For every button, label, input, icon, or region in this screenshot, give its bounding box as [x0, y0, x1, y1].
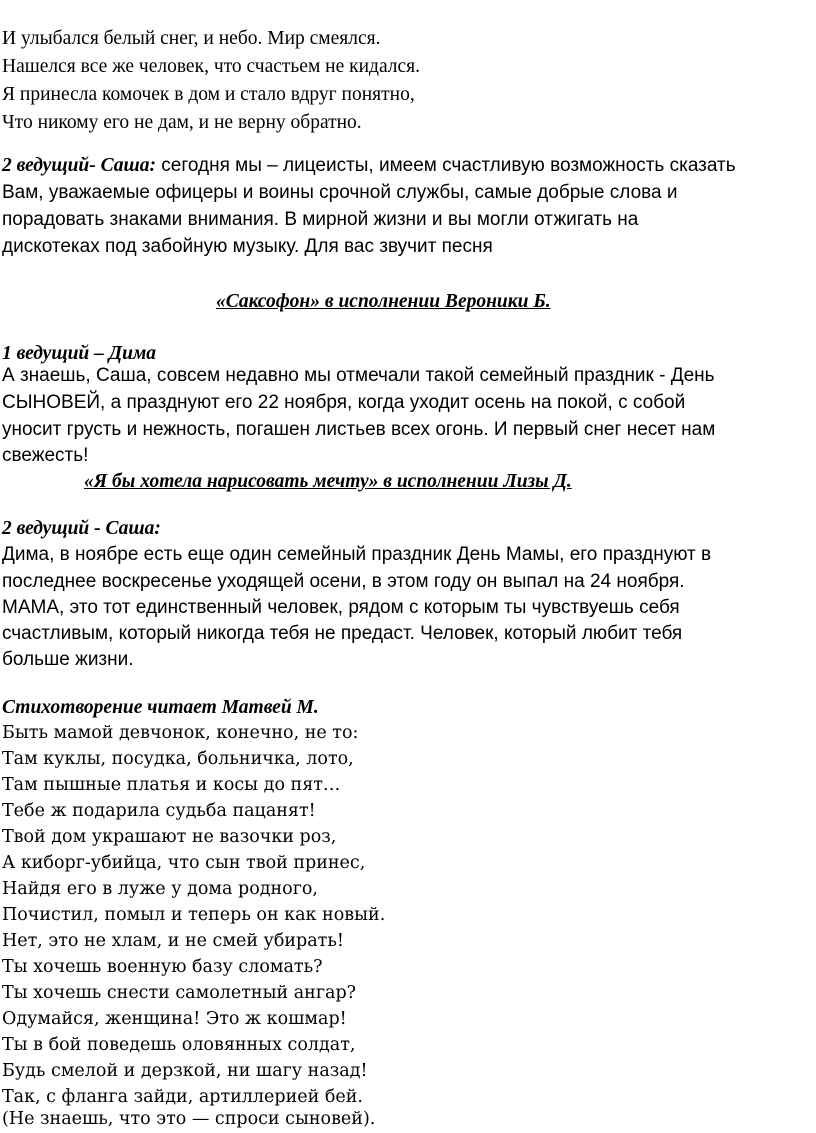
poem-line: Ты хочешь снести самолетный ангар?: [2, 983, 357, 1003]
paragraph-line: дискотеках под забойную музыку. Для вас звучит песня: [2, 236, 493, 257]
paragraph-line: Вам, уважаемые офицеры и воины срочной службы, самые добрые слова и: [2, 182, 678, 203]
paragraph-line: А знаешь, Саша, совсем недавно мы отмечали такой семейный праздник - День: [2, 365, 715, 386]
stanza-line: И улыбался белый снег, и небо. Мир смеялся.: [2, 28, 381, 49]
paragraph-line: Дима, в ноябре есть еще один семейный праздник День Мамы, его празднуют в: [2, 544, 712, 565]
stanza-line: Что никому его не дам, и не верну обратно.: [2, 112, 362, 133]
poem-line: Тебе ж подарила судьба пацанят!: [2, 801, 316, 821]
paragraph-line: счастливым, который никогда тебя не предаст. Человек, который любит тебя: [2, 623, 683, 644]
paragraph-line: больше жизни.: [2, 649, 134, 670]
paragraph-text: сегодня мы – лицеисты, имеем счастливую возможность сказать: [156, 155, 736, 176]
poem-line: Будь смелой и дерзкой, ни шагу назад!: [2, 1061, 368, 1081]
poem-line: Там куклы, посудка, больничка, лото,: [2, 749, 354, 769]
poem-line: Ты хочешь военную базу сломать?: [2, 957, 323, 977]
poem-line: Там пышные платья и косы до пят…: [2, 775, 341, 795]
paragraph-line: последнее воскресенье уходящей осени, в этом году он выпал на 24 ноября.: [2, 571, 685, 592]
poem-line: Быть мамой девчонок, конечно, не то:: [2, 723, 359, 743]
stanza-line: Я принесла комочек в дом и стало вдруг понятно,: [2, 84, 415, 105]
poem-line: Одумайся, женщина! Это ж кошмар!: [2, 1009, 347, 1029]
paragraph-line: [2, 155, 736, 177]
poem-line: (Не знаешь, что это — спроси сыновей).: [2, 1109, 376, 1129]
poem-line: А киборг-убийца, что сын твой принес,: [2, 853, 366, 873]
paragraph-line: уносит грусть и нежность, погашен листьев всех огонь. И первый снег несет нам: [2, 419, 716, 440]
song-title: «Я бы хотела нарисовать мечту» в исполнении Лизы Д.: [84, 471, 572, 492]
paragraph-line: СЫНОВЕЙ, а празднуют его 22 ноября, когда уходит осень на покой, с собой: [2, 392, 686, 413]
poem-line: Почистил, помыл и теперь он как новый.: [2, 905, 386, 925]
poem-line: Ты в бой поведешь оловянных солдат,: [2, 1035, 356, 1055]
paragraph-line: МАМА, это тот единственный человек, рядом с которым ты чувствуешь себя: [2, 597, 680, 618]
poem-line: Так, с фланга зайди, артиллерией бей.: [2, 1087, 363, 1107]
poem-heading: Стихотворение читает Матвей М.: [2, 697, 319, 718]
poem-line: Твой дом украшают не вазочки роз,: [2, 827, 337, 847]
song-title: «Саксофон» в исполнении Вероники Б.: [216, 291, 551, 312]
speaker-label: 2 ведущий - Саша:: [2, 518, 161, 539]
poem-line: Найдя его в луже у дома родного,: [2, 879, 318, 899]
speaker-label: 1 ведущий – Дима: [2, 343, 157, 364]
stanza-line: Нашелся все же человек, что счастьем не кидался.: [2, 56, 421, 77]
paragraph-line: порадовать знаками внимания. В мирной жизни и вы могли отжигать на: [2, 209, 639, 230]
speaker-label: 2 ведущий- Саша:: [2, 155, 157, 176]
poem-line: Нет, это не хлам, и не смей убирать!: [2, 931, 344, 951]
paragraph-line: свежесть!: [2, 445, 89, 466]
